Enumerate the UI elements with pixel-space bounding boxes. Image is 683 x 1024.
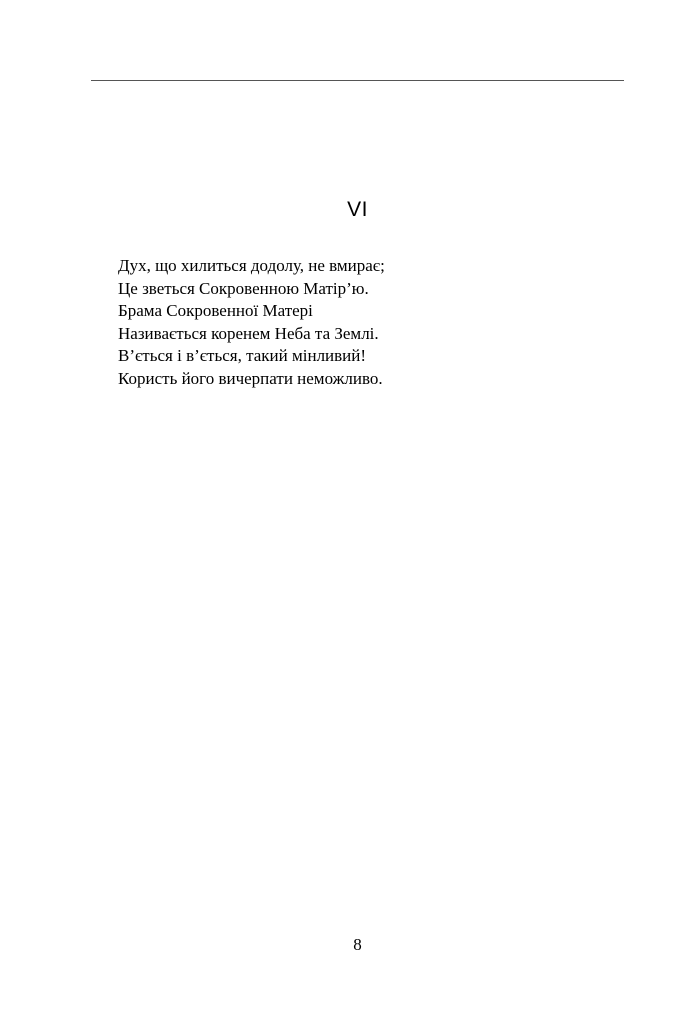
poem-line: Користь його вичерпати неможливо. [118, 368, 383, 388]
poem-line: В’ється і в’ється, такий мінливий! [118, 346, 367, 366]
poem-line: Дух, що хилиться додолу, не вмирає; [118, 256, 385, 275]
poem-line: Брама Сокровенної Матері [118, 301, 313, 321]
poem-stanza [118, 255, 598, 391]
poem-line: Це зветься Сокровенною Матір’ю. [118, 278, 369, 298]
header-rule [91, 80, 624, 81]
chapter-number: VI [347, 198, 368, 221]
poem-line: Називається коренем Неба та Землі. [118, 323, 379, 343]
page-number: 8 [353, 935, 362, 954]
